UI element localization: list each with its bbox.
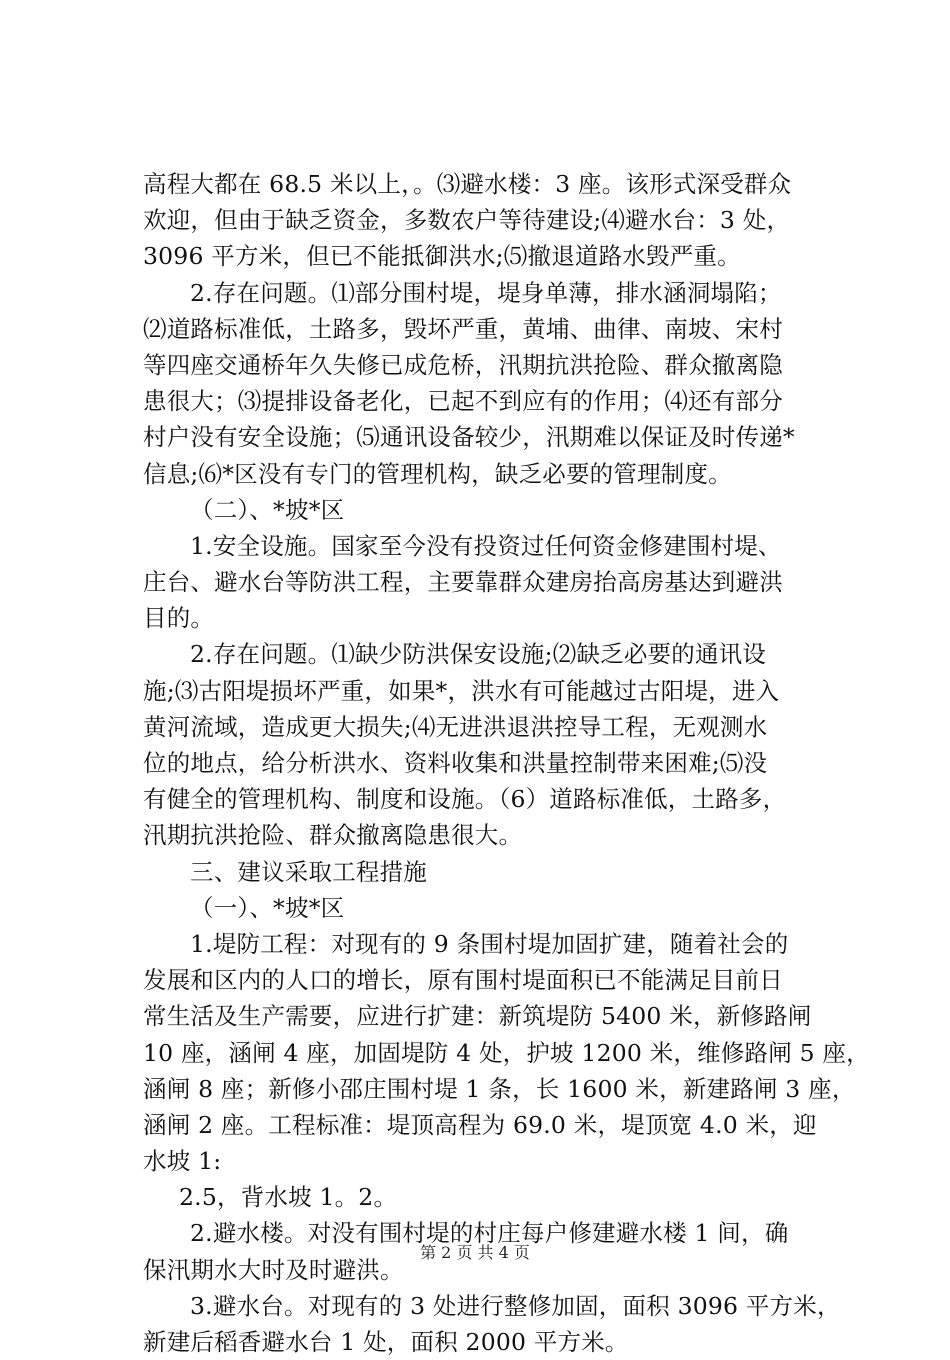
text-line: 1.安全设施。国家至今没有投资过任何资金修建围村堤、: [190, 531, 782, 560]
page-footer: 第 2 页 共 4 页: [420, 1243, 530, 1262]
text-line: 水坡 1:: [143, 1147, 222, 1176]
text-line: 3.避水台。对现有的 3 处进行整修加固，面积 3096 平方米，: [190, 1291, 841, 1320]
section-heading: （一）、*坡*区: [190, 893, 345, 922]
document-body: [143, 166, 870, 1360]
text-line: 3096 平方米，但已不能抵御洪水;⑸撤退道路水毁严重。: [143, 242, 741, 271]
text-line: 庄台、避水台等防洪工程，主要靠群众建房抬高房基达到避洪: [143, 568, 783, 597]
section-heading: （二）、*坡*区: [190, 495, 345, 524]
text-line: 保汛期水大时及时避洪。: [143, 1255, 404, 1284]
text-line: 黄河流域，造成更大损失;⑷无进洪退洪控导工程，无观测水: [143, 712, 768, 741]
text-line: 等四座交通桥年久失修已成危桥，汛期抗洪抢险、群众撤离隐: [143, 350, 783, 379]
text-line: 涵闸 8 座；新修小邵庄围村堤 1 条，长 1600 米，新建路闸 3 座，: [143, 1074, 856, 1103]
text-line: 患很大；⑶提排设备老化，已起不到应有的作用；⑷还有部分: [143, 387, 783, 416]
text-line: 2.避水楼。对没有围村堤的村庄每户修建避水楼 1 间，确: [190, 1219, 789, 1248]
text-line: 常生活及生产需要，应进行扩建：新筑堤防 5400 米，新修路闸: [143, 1002, 812, 1031]
text-line: 有健全的管理机构、制度和设施。（6）道路标准低，土路多，: [143, 785, 787, 814]
text-line: 施;⑶古阳堤损坏严重，如果*，洪水有可能越过古阳堤，进入: [143, 676, 780, 705]
text-line: 欢迎，但由于缺乏资金，多数农户等待建设;⑷避水台：3 处，: [143, 206, 791, 235]
text-line: 1.堤防工程：对现有的 9 条围村堤加固扩建，随着社会的: [190, 929, 789, 958]
text-line: ⑵道路标准低，土路多，毁坏严重，黄埔、曲律、南坡、宋村: [143, 314, 783, 343]
text-line: 新建后稻香避水台 1 处，面积 2000 平方米。: [143, 1328, 629, 1356]
text-line: 村户没有安全设施；⑸通讯设备较少，汛期难以保证及时传递*: [143, 423, 795, 452]
text-line: 高程大都在 68.5 米以上，。⑶避水楼：3 座。该形式深受群众: [143, 170, 792, 198]
text-line: 位的地点，给分析洪水、资料收集和洪量控制带来困难;⑸没: [143, 749, 768, 777]
text-line: 发展和区内的人口的增长，原有围村堤面积已不能满足目前日: [143, 966, 783, 995]
text-line: 汛期抗洪抢险、群众撤离隐患很大。: [143, 821, 523, 850]
text-line: 目的。: [143, 604, 215, 633]
text-line: 10 座，涵闸 4 座，加固堤防 4 处，护坡 1200 米，维修路闸 5 座，: [143, 1038, 870, 1067]
text-line: 涵闸 2 座。工程标准：堤顶高程为 69.0 米，堤顶宽 4.0 米，迎: [143, 1110, 817, 1139]
section-heading: 三、建议采取工程措施: [190, 857, 427, 886]
text-line: 2.存在问题。⑴部分围村堤，堤身单薄，排水涵洞塌陷；: [190, 278, 782, 307]
text-line: 2.5，背水坡 1。2。: [179, 1183, 398, 1212]
text-line: 2.存在问题。⑴缺少防洪保安设施;⑵缺乏必要的通讯设: [190, 640, 767, 669]
text-line: 信息;⑹*区没有专门的管理机构，缺乏必要的管理制度。: [143, 459, 732, 488]
